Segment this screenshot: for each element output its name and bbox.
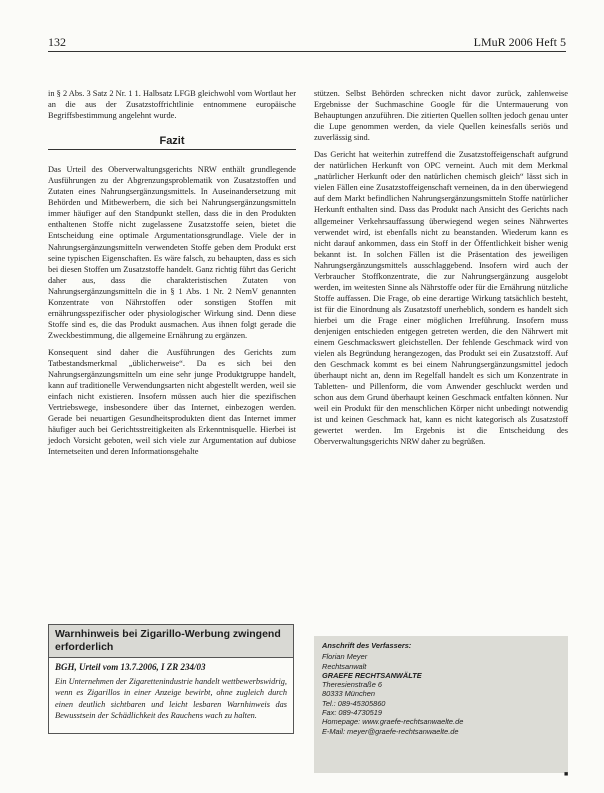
law-firm: GRAEFE RECHTSANWÄLTE	[322, 670, 422, 680]
page-number: 132	[48, 35, 66, 49]
city: 80333 München	[322, 689, 376, 699]
homepage-link[interactable]: Homepage: www.graefe-rechtsanwaelte.de	[322, 717, 464, 727]
intro-paragraph: in § 2 Abs. 3 Satz 2 Nr. 1 1. Halbsatz LFGB gleichwohl vom Wortlaut her an die aus der Zusatzstoffrichtlinie entnommene europäische Begriffsbestimmung angelehnt wurde.	[48, 89, 296, 121]
body-paragraph: Konsequent sind daher die Ausführungen des Gerichts zum Tatbestandsmerkmal „üblicherweise“. Da es sich bei den Nahrungsergänzungsmitteln um eine sehr junge Produktgruppe handelt, kann auf traditionelle Verwendungsarten nicht abgestellt werden, weil sie einfach nicht existieren. Insofern müssen auch hier die spezifischen Vertriebswege, insbesondere über das Internet, einbezogen werden. Gerade bei neuartigen Gesundheitsprodukten dient das Internet immer häufiger auch bei Gerichtsstreitigkeiten als Erkenntnisquelle. Hierbei ist jedoch Vorsicht geboten, weil sich viele zur Argumentation auf dubiose Internetseiten und deren Informationsgehalte	[48, 347, 296, 457]
info-box	[48, 658, 294, 734]
author-address-label: Anschrift des Verfassers:	[322, 641, 412, 650]
street: Theresienstraße 6	[322, 680, 382, 690]
info-box-title: Warnhinweis bei Zigarillo-Werbung zwingend erforderlich	[48, 624, 294, 658]
info-box-case: BGH, Urteil vom 13.7.2006, I ZR 234/03	[55, 662, 206, 672]
body-paragraph: Das Gericht hat weiterhin zutreffend die Zusatzstoffeigenschaft aufgrund der natürlichen Herkunft von OPC verneint. Auch mit dem Merkmal „natürlicher Herkunft oder den natürlichen chemisch gleich“ lässt sich in vielen Fällen eine Zusatzstoffeigenschaft verneinen, da in den überwiegend auf dem Markt befindlichen Nahrungsergänzungsmitteln Stoffe natürlicher Herkunft enthalten sind. Dass das Produkt nach Ansicht des Gerichts nach allgemeiner Verkehrsauffassung überwiegend wegen seines Nährwertes verwendet wird, ist ebenfalls nicht zu beanstanden. Wiederum kann es nicht darauf ankommen, dass ein Stoff in der Öffentlichkeit bisher wenig bekannt ist. In solchen Fällen ist die Präsentation des jeweiligen Nahrungsergänzungsmittels ausschlaggebend. Insofern wird auch der Verbraucher Stoffkonzentrate, die zur Nahrungsergänzung ausgelobt werden, im weitesten Sinne als Nährstoffe oder für die Ernährung nützliche Stoffe auffassen. Die Frage, ob eine derartige Wirkung tatsächlich besteht, ist für die Einordnung als Zusatzstoff unerheblich, sondern es handelt sich hierbei um die Frage einer möglichen Irreführung. Insofern muss denjenigen entschieden entgegen getreten werden, die den Nährwert mit einem Geschmackswert gleichstellen. Der fehlende Geschmack wird von vielen als Begründung herangezogen, das Produkt sei ein Zusatzstoff. Auf den Geschmack kommt es bei einem Nahrungsergänzungsmittel jedoch überhaupt nicht an, denn im Regelfall handelt es sich um Konzentrate in Tabletten- und Pillenform, die vom Anwender geschluckt werden und schon aus dem Grund überhaupt keinen Geschmack entfalten können. Nur weil ein Produkt für den menschlichen Körper nicht unbedingt notwendig ist und keinen Geschmack hat, kann es nicht kategorisch als Zusatzstoff gewertet werden. Im Ergebnis ist die Entscheidung des Oberverwaltungsgerichts NRW daher zu begrüßen.	[314, 150, 568, 447]
email-link[interactable]: E-Mail: meyer@graefe-rechtsanwaelte.de	[322, 726, 459, 736]
author-name: Florian Meyer	[322, 652, 368, 662]
section-heading: Fazit	[48, 136, 296, 150]
author-address-box	[314, 636, 568, 773]
body-paragraph: Das Urteil des Oberverwaltungsgerichts NRW enthält grundlegende Ausführungen zu der Abgrenzungsproblematik von Zusatzstoffen und Zutaten eines Nahrungsergänzungsmittels. In Auseinandersetzung mit Behörden und Mitbewerbern, die sich bei Nahrungsergänzungsmitteln immer häufiger auf den Standpunkt stellen, dass die in den Produkten enthaltenen Stoffe nicht zugelassene Zusatzstoffe seien, bietet die Entscheidung eine optimale Argumentationsgrundlage. Viele der in Nahrungsergänzungsmitteln verwendeten Stoffe geben dem Produkt erst seine typischen Eigenschaften. Es wäre falsch, zu behaupten, dass es sich bei diesen Stoffen um Zusatzstoffe handelt. Ganz richtig führt das Gericht daher aus, dass die charakteristischen Zutaten von Nahrungsergänzungsmitteln die in § 1 Abs. 1 Nr. 2 NemV genannten Konzentrate von Nährstoffen oder sonstigen Stoffen mit ernährungsspezifischer oder physiologischer Wirkung sind. Denn diese Stoffe sind es, die das Produkt ausmachen. Aus ihnen folgt gerade die Zweckbestimmung, die allgemeine Ernährung zu ergänzen.	[48, 165, 296, 340]
right-column	[314, 88, 568, 448]
author-role: Rechtsanwalt	[322, 661, 367, 671]
body-paragraph: stützen. Selbst Behörden schrecken nicht davor zurück, zahlenweise Ergebnisse der Suchmaschine Google für die Untermauerung von Behauptungen anzuführen. Die zitierten Quellen sollten jedoch genau unter die Lupe genommen werden, da viele Quellen keinesfalls seriös und zuverlässig sind.	[314, 89, 568, 143]
header-rule	[48, 51, 566, 52]
info-box-text: Ein Unternehmen der Zigarettenindustrie handelt wettbewerbswidrig, wenn es Zigarillos in einer Anzeige bewirbt, ohne zugleich durch einen deutlich sichtbaren und leicht lesbaren Warnhinweis das Bewusstsein der Schädlichkeit des Rauchens wach zu halten.	[55, 677, 287, 720]
left-column	[48, 88, 296, 457]
end-mark: ■	[564, 770, 569, 778]
fax: Fax: 089-4730519	[322, 708, 382, 718]
journal-title: LMuR 2006 Heft 5	[473, 35, 566, 49]
phone: Tel.: 089-45305860	[322, 698, 386, 708]
